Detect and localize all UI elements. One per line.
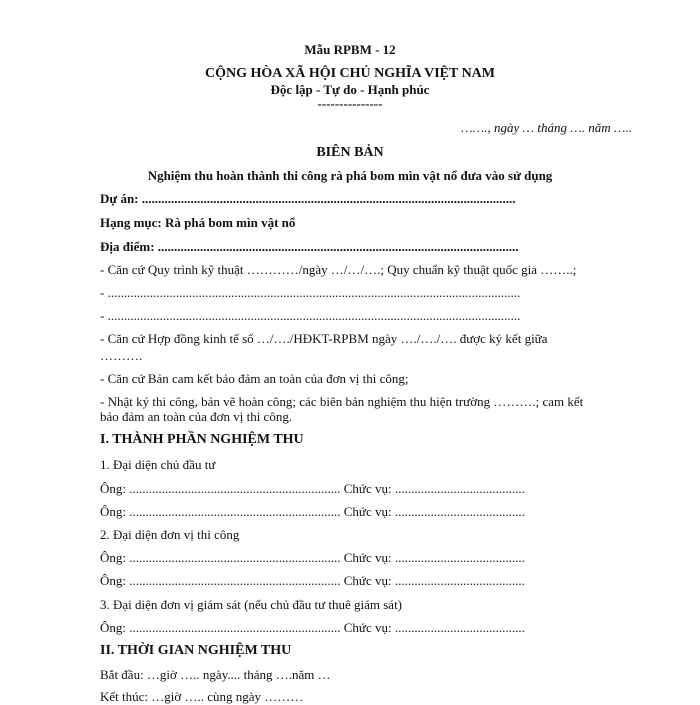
signer-row: Ông: ................................................................. Chức vụ: ........................................ <box>100 550 525 565</box>
basis-line: - Nhật ký thi công, bản vẽ hoàn công; các biên bản nghiệm thu hiện trường ……….; cam kết <box>100 394 584 409</box>
document-title: BIÊN BẢN <box>316 145 384 160</box>
start-time: Bắt đầu: …giờ ….. ngày.... tháng ….năm … <box>100 667 331 682</box>
national-motto: Độc lập - Tự do - Hạnh phúc <box>270 82 430 97</box>
country-name: CỘNG HÒA XÃ HỘI CHỦ NGHĨA VIỆT NAM <box>204 66 495 81</box>
signer-row: Ông: ................................................................. Chức vụ: ........................................ <box>100 481 525 496</box>
section-heading: I. THÀNH PHẦN NGHIỆM THU <box>100 432 304 447</box>
signer-row: Ông: ................................................................. Chức vụ: ........................................ <box>100 573 525 588</box>
document-subtitle: Nghiệm thu hoàn thành thi công rà phá bom mìn vật nổ đưa vào sử dụng <box>147 168 553 183</box>
basis-line: bảo đảm an toàn của đơn vị thi công. <box>100 409 293 424</box>
basis-line: - Căn cứ Hợp đồng kinh tế số …/…./HĐKT-RPBM ngày …./…./…. được ký kết giữa <box>100 331 548 346</box>
signer-row: Ông: ................................................................. Chức vụ: ........................................ <box>100 620 525 635</box>
signer-row: Ông: ................................................................. Chức vụ: ........................................ <box>100 504 525 519</box>
end-time: Kết thúc: …giờ ….. cùng ngày ……… <box>100 689 304 704</box>
basis-line: - ............................................................................................................................... <box>100 308 521 323</box>
group-title: 3. Đại diện đơn vị giám sát (nếu chủ đầu tư thuê giám sát) <box>100 597 403 612</box>
basis-line: - Căn cứ Bản cam kết bảo đảm an toàn của đơn vị thi công; <box>100 371 409 386</box>
date-line: ……., ngày … tháng …. năm ….. <box>461 120 632 135</box>
basis-line: - Căn cứ Quy trình kỹ thuật …………/ngày …/…/….; Quy chuẩn kỹ thuật quốc gia ……..; <box>100 262 577 277</box>
location-field: Địa điểm: ............................................................................................................... <box>100 239 519 254</box>
form-code: Mẫu RPBM - 12 <box>304 42 396 57</box>
group-title: 1. Đại diện chủ đầu tư <box>100 457 216 472</box>
group-title: 2. Đại diện đơn vị thi công <box>100 527 240 542</box>
section-heading: II. THỜI GIAN NGHIỆM THU <box>100 643 292 658</box>
project-field: Dự án: ................................................................................................................... <box>100 191 516 206</box>
basis-line: - ............................................................................................................................... <box>100 285 521 300</box>
basis-line: ………. <box>100 348 143 363</box>
header-separator: --------------- <box>317 96 383 111</box>
item-field: Hạng mục: Rà phá bom mìn vật nổ <box>100 215 296 230</box>
